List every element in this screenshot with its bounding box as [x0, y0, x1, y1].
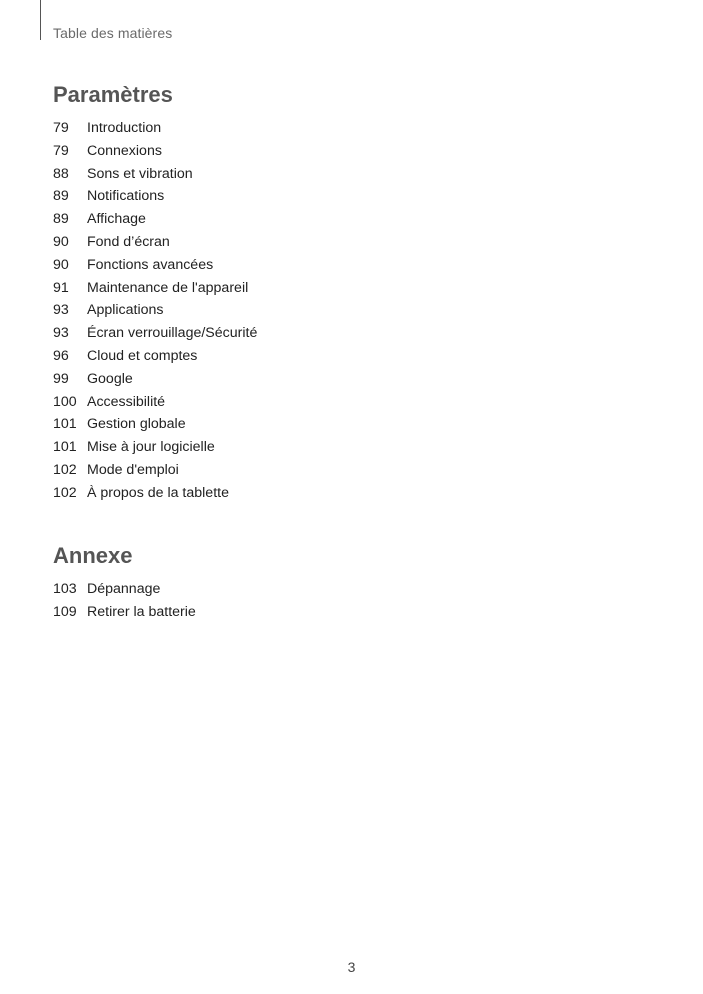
toc-page-number: 109	[53, 603, 77, 620]
toc-entry[interactable]	[53, 391, 257, 414]
toc-entry-title: Mise à jour logicielle	[87, 439, 215, 456]
toc-page-number: 103	[53, 581, 77, 597]
toc-page-number: 102	[53, 461, 77, 478]
toc-entry[interactable]	[53, 459, 257, 482]
toc-page-number: 93	[53, 325, 69, 342]
toc-entry-title: Fonctions avancées	[87, 256, 214, 273]
toc-entry-title: Maintenance de l'appareil	[87, 279, 249, 296]
toc-page-number: 79	[53, 120, 69, 136]
toc-entry[interactable]	[53, 117, 257, 140]
toc-entry-title: Applications	[87, 302, 164, 319]
margin-rule	[40, 0, 41, 40]
toc-list	[53, 117, 257, 505]
toc-page-number: 102	[53, 484, 77, 501]
toc-list	[53, 578, 196, 624]
toc-entry-title: Notifications	[87, 188, 165, 205]
toc-page-number: 101	[53, 439, 77, 456]
toc-entry[interactable]	[53, 322, 257, 345]
toc-entry-title: Connexions	[87, 142, 162, 159]
toc-page-number: 89	[53, 188, 69, 205]
toc-entry-title: Accessibilité	[87, 393, 166, 410]
toc-entry-title: Retirer la batterie	[87, 603, 196, 620]
toc-entry[interactable]	[53, 163, 257, 186]
toc-page-number: 93	[53, 302, 69, 319]
toc-page-number: 101	[53, 416, 77, 433]
toc-page-number: 88	[53, 165, 69, 182]
page-number: 3	[347, 959, 356, 975]
toc-page-number: 90	[53, 233, 69, 250]
toc-entry-title: Mode d'emploi	[87, 461, 179, 478]
toc-entry[interactable]	[53, 413, 257, 436]
toc-page-number: 91	[53, 279, 69, 296]
toc-page-number: 90	[53, 256, 69, 273]
toc-page-number: 79	[53, 142, 69, 159]
section-title: Annexe	[53, 543, 133, 568]
toc-entry-title: Affichage	[87, 211, 146, 228]
toc-entry[interactable]	[53, 208, 257, 231]
section-title: Paramètres	[53, 82, 173, 107]
toc-page-number: 89	[53, 211, 69, 228]
toc-entry-title: À propos de la tablette	[87, 484, 229, 501]
toc-entry-title: Sons et vibration	[87, 165, 193, 182]
toc-entry-title: Gestion globale	[87, 416, 186, 433]
toc-entry[interactable]	[53, 254, 257, 277]
toc-page-number: 100	[53, 393, 77, 410]
toc-entry[interactable]	[53, 436, 257, 459]
toc-entry[interactable]	[53, 299, 257, 322]
toc-section-parametres	[53, 82, 257, 505]
toc-entry[interactable]	[53, 345, 257, 368]
toc-entry[interactable]	[53, 601, 196, 624]
toc-entry-title: Google	[87, 370, 133, 387]
toc-section-annexe	[53, 543, 196, 624]
toc-entry[interactable]	[53, 578, 196, 601]
toc-entry-title: Écran verrouillage/Sécurité	[87, 325, 258, 342]
toc-entry[interactable]	[53, 231, 257, 254]
running-header: Table des matières	[53, 25, 173, 41]
toc-entry-title: Introduction	[87, 120, 162, 136]
toc-entry[interactable]	[53, 185, 257, 208]
toc-entry-title: Dépannage	[87, 581, 161, 597]
toc-entry[interactable]	[53, 368, 257, 391]
toc-page-number: 99	[53, 370, 69, 387]
toc-entry-title: Cloud et comptes	[87, 347, 198, 364]
toc-entry[interactable]	[53, 482, 257, 505]
toc-entry-title: Fond d’écran	[87, 233, 170, 250]
toc-entry[interactable]	[53, 277, 257, 300]
toc-entry[interactable]	[53, 140, 257, 163]
toc-page-number: 96	[53, 347, 69, 364]
